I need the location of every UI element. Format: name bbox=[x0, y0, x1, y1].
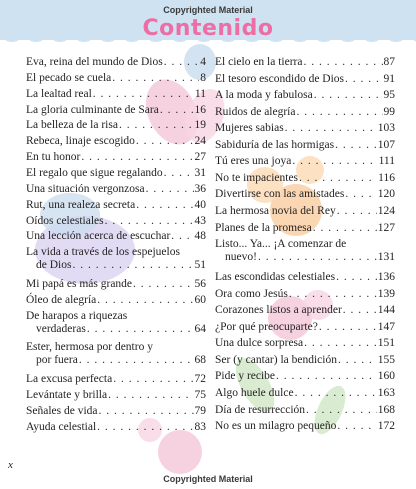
toc-entry-title: Mujeres sabias bbox=[215, 122, 284, 135]
leader-dots bbox=[164, 56, 200, 69]
toc-entry-title: La excusa perfecta bbox=[26, 373, 113, 385]
toc-entry-page: 60 bbox=[194, 293, 206, 306]
toc-entry bbox=[215, 238, 395, 264]
toc-entry-page: 27 bbox=[194, 151, 206, 164]
toc-entry-title: La vida a través de los espejuelos bbox=[26, 246, 180, 259]
toc-entry bbox=[26, 310, 206, 336]
toc-entry bbox=[26, 373, 206, 386]
leader-dots bbox=[108, 389, 193, 402]
toc-entry bbox=[215, 205, 395, 218]
toc-entry bbox=[215, 354, 395, 367]
leader-dots bbox=[164, 167, 194, 180]
toc-entry-page: 151 bbox=[377, 337, 395, 350]
toc-entry bbox=[26, 389, 206, 402]
leader-dots bbox=[146, 183, 194, 196]
toc-entry bbox=[26, 230, 206, 243]
toc-entry-title-continued: por fuera bbox=[36, 354, 78, 367]
toc-entry-page: 56 bbox=[194, 277, 206, 290]
toc-entry bbox=[215, 337, 395, 350]
toc-entry-title-continued: de Dios bbox=[36, 259, 72, 272]
toc-entry-title: Pide y recibe bbox=[215, 370, 276, 383]
leader-dots bbox=[299, 172, 377, 185]
toc-entry-title: Día de resurrección bbox=[215, 403, 306, 416]
toc-entry-page: 131 bbox=[377, 251, 395, 264]
toc-entry-title: Rebeca, linaje escogido bbox=[26, 135, 135, 148]
toc-entry bbox=[215, 155, 395, 168]
toc-entry-page: 75 bbox=[194, 388, 206, 401]
toc-entry-page: 31 bbox=[194, 166, 206, 179]
leader-dots bbox=[97, 294, 193, 307]
leader-dots bbox=[93, 88, 194, 101]
toc-entry-title: Ayuda celestial bbox=[26, 420, 97, 433]
toc-entry bbox=[215, 106, 395, 119]
toc-entry-title: Eva, reina del mundo de Dios bbox=[26, 56, 163, 68]
leader-dots bbox=[303, 56, 382, 69]
leader-dots bbox=[136, 199, 193, 212]
leader-dots bbox=[79, 354, 194, 367]
toc-entry-title-continued: nuevo! bbox=[225, 251, 257, 264]
toc-entry bbox=[26, 56, 206, 69]
toc-entry bbox=[26, 167, 206, 180]
toc-entry bbox=[26, 104, 206, 117]
leader-dots bbox=[337, 420, 376, 433]
toc-entry-title: Ruidos de alegría bbox=[215, 105, 296, 118]
toc-entry-page: 144 bbox=[377, 304, 395, 317]
leader-dots bbox=[292, 155, 377, 168]
toc-entry-title: Las escondidas celestiales bbox=[215, 271, 336, 284]
toc-entry bbox=[26, 88, 206, 101]
toc-entry bbox=[26, 135, 206, 148]
toc-entry-page: 116 bbox=[378, 171, 395, 184]
page-number: x bbox=[8, 459, 13, 471]
toc-entry-page: 11 bbox=[194, 87, 206, 100]
leader-dots bbox=[160, 104, 194, 117]
page-title: Contenido bbox=[142, 16, 274, 41]
leader-dots bbox=[133, 278, 193, 291]
toc-entry-page: 87 bbox=[383, 56, 395, 68]
toc-entry-page: 36 bbox=[194, 182, 206, 195]
toc-entry-page: 64 bbox=[194, 322, 206, 335]
leader-dots bbox=[72, 259, 193, 272]
leader-dots bbox=[285, 122, 377, 135]
toc-entry-title: La lealtad real bbox=[26, 87, 92, 100]
toc-entry-page: 95 bbox=[383, 89, 395, 102]
leader-dots bbox=[338, 354, 377, 367]
leader-dots bbox=[295, 387, 377, 400]
toc-entry-title: Algo huele dulce bbox=[215, 387, 294, 399]
toc-entry-page: 136 bbox=[377, 271, 395, 284]
toc-entry bbox=[215, 387, 395, 400]
toc-entry-title: De harapos a riquezas bbox=[26, 309, 128, 322]
toc-entry-page: 19 bbox=[194, 119, 206, 132]
toc-entry-title: El cielo en la tierra bbox=[215, 56, 303, 68]
leader-dots bbox=[97, 421, 193, 434]
toc-entry bbox=[26, 119, 206, 132]
toc-entry-title: Óleo de alegría bbox=[26, 293, 97, 306]
toc-entry-title: Sabiduría de las hormigas bbox=[215, 138, 335, 151]
leader-dots bbox=[99, 405, 194, 418]
toc-entry-page: 127 bbox=[377, 221, 395, 234]
toc-entry-page: 24 bbox=[194, 135, 206, 148]
toc-entry-page: 51 bbox=[194, 259, 206, 272]
toc-entry bbox=[215, 172, 395, 185]
toc-entry-title: En tu honor bbox=[26, 151, 81, 164]
toc-entry-title: Ser (y cantar) la bendición bbox=[215, 353, 337, 366]
leader-dots bbox=[343, 304, 377, 317]
leader-dots bbox=[296, 106, 382, 119]
toc-entry bbox=[26, 215, 206, 228]
toc-entry-page: 120 bbox=[377, 188, 395, 201]
toc-entry bbox=[215, 370, 395, 383]
toc-entry-page: 68 bbox=[194, 354, 206, 367]
toc-entry-page: 40 bbox=[194, 198, 206, 211]
toc-entry-page: 160 bbox=[377, 370, 395, 383]
leader-dots bbox=[313, 222, 377, 235]
toc-entry-page: 103 bbox=[377, 122, 395, 135]
toc-entry bbox=[215, 89, 395, 102]
toc-entry-page: 124 bbox=[377, 204, 395, 217]
toc-entry-page: 107 bbox=[377, 138, 395, 151]
toc-entry bbox=[26, 246, 206, 272]
toc-entry-page: 16 bbox=[194, 103, 206, 116]
leader-dots bbox=[337, 205, 377, 218]
toc-entry-title: Una lección acerca de escuchar bbox=[26, 230, 171, 243]
toc-entry bbox=[26, 341, 206, 367]
leader-dots bbox=[136, 135, 194, 148]
toc-entry-title: Una situación vergonzosa bbox=[26, 182, 145, 195]
toc-entry-title: Planes de la promesa bbox=[215, 221, 312, 234]
toc-entry bbox=[215, 288, 395, 301]
toc-entry-title-continued: verdaderas bbox=[36, 322, 86, 335]
toc-entry-page: 99 bbox=[383, 105, 395, 118]
toc-entry bbox=[215, 304, 395, 317]
toc-entry-title: El pecado se cuela bbox=[26, 71, 112, 84]
toc-entry-title: Rut, una realeza secreta bbox=[26, 198, 136, 211]
leader-dots bbox=[112, 72, 199, 85]
toc-entry bbox=[26, 421, 206, 434]
leader-dots bbox=[345, 73, 382, 86]
leader-dots bbox=[335, 139, 377, 152]
toc-entry bbox=[26, 405, 206, 418]
toc-entry-title: La gloria culminante de Sara bbox=[26, 103, 159, 116]
toc-entry-title: El regalo que sigue regalando bbox=[26, 166, 163, 179]
toc-entry-page: 111 bbox=[378, 155, 395, 168]
leader-dots bbox=[87, 323, 194, 336]
leader-dots bbox=[304, 337, 377, 350]
leader-dots bbox=[105, 215, 194, 228]
toc-entry-title: Divertirse con las amistades bbox=[215, 188, 345, 201]
toc-entry-title: No te impacientes bbox=[215, 171, 299, 184]
toc-entry-page: 83 bbox=[194, 420, 206, 433]
toc-entry bbox=[215, 222, 395, 235]
toc-entry bbox=[215, 420, 395, 433]
leader-dots bbox=[314, 89, 383, 102]
toc-entry-title: ¿Por qué preocuparte? bbox=[215, 320, 318, 333]
toc-entry bbox=[215, 321, 395, 334]
toc-entry-title: Ester, hermosa por dentro y bbox=[26, 341, 153, 354]
toc-entry-title: No es un milagro pequeño bbox=[215, 420, 337, 433]
toc-entry-page: 91 bbox=[383, 72, 395, 85]
leader-dots bbox=[81, 151, 193, 164]
toc-entry bbox=[26, 294, 206, 307]
toc-entry bbox=[215, 73, 395, 86]
leader-dots bbox=[119, 119, 194, 132]
toc-entry-title: Levántate y brilla bbox=[26, 388, 108, 401]
toc-entry-page: 163 bbox=[377, 387, 395, 399]
toc-entry-page: 155 bbox=[377, 353, 395, 366]
toc-entry bbox=[26, 199, 206, 212]
leader-dots bbox=[258, 251, 377, 264]
toc-entry bbox=[215, 271, 395, 284]
toc-entry bbox=[26, 151, 206, 164]
toc-entry-title: A la moda y fabulosa bbox=[215, 89, 313, 102]
toc-entry-page: 168 bbox=[377, 403, 395, 416]
leader-dots bbox=[289, 288, 377, 301]
toc-entry-title: Oídos celestiales bbox=[26, 214, 104, 227]
toc-entry-page: 79 bbox=[194, 404, 206, 417]
toc-entry bbox=[26, 278, 206, 291]
leader-dots bbox=[345, 188, 376, 201]
copyright-notice-top: Copyrighted Material bbox=[163, 5, 253, 15]
leader-dots bbox=[113, 373, 193, 386]
leader-dots bbox=[319, 321, 377, 334]
toc-entry bbox=[215, 122, 395, 135]
toc-entry-page: 8 bbox=[200, 71, 206, 84]
leader-dots bbox=[276, 370, 377, 383]
toc-entry bbox=[26, 72, 206, 85]
toc-entry-page: 139 bbox=[377, 287, 395, 300]
toc-entry-title: El tesoro escondido de Dios bbox=[215, 72, 345, 85]
toc-entry-title: Tú eres una joya bbox=[215, 155, 292, 168]
toc-entry bbox=[215, 404, 395, 417]
toc-entry-page: 48 bbox=[194, 230, 206, 243]
toc-entry-title: Listo... Ya... ¡A comenzar de bbox=[215, 238, 347, 251]
toc-entry bbox=[215, 139, 395, 152]
leader-dots bbox=[336, 271, 377, 284]
toc-entry-page: 4 bbox=[200, 56, 206, 68]
toc-entry-title: La belleza de la risa bbox=[26, 119, 118, 132]
toc-entry-page: 43 bbox=[194, 214, 206, 227]
toc-entry-title: Una dulce sorpresa bbox=[215, 337, 304, 350]
toc-entry-page: 72 bbox=[194, 373, 206, 385]
toc-entry-page: 172 bbox=[377, 420, 395, 433]
toc-entry-title: Señales de vida bbox=[26, 404, 98, 417]
toc-entry bbox=[215, 188, 395, 201]
copyright-notice-bottom: Copyrighted Material bbox=[163, 474, 253, 484]
leader-dots bbox=[171, 230, 193, 243]
leader-dots bbox=[306, 404, 377, 417]
toc-entry-title: Corazones listos a aprender bbox=[215, 304, 342, 317]
toc-entry-title: Ora como Jesús bbox=[215, 287, 288, 300]
toc-entry-page: 147 bbox=[377, 320, 395, 333]
toc-entry-title: La hermosa novia del Rey bbox=[215, 204, 336, 217]
toc-entry bbox=[215, 56, 395, 69]
toc-entry-title: Mi papá es más grande bbox=[26, 277, 133, 290]
toc-entry bbox=[26, 183, 206, 196]
